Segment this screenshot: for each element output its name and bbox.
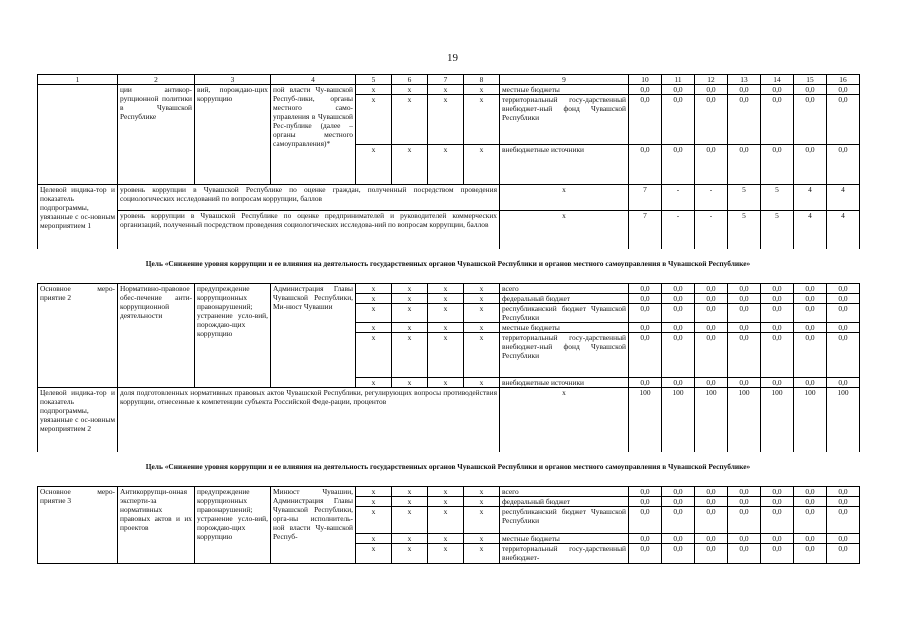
x-cell: x xyxy=(356,486,392,496)
indicator-value-cell: 100 xyxy=(794,388,827,452)
x-cell: x xyxy=(392,294,428,304)
event-number-cell: Основное меро-приятие 2 xyxy=(38,284,118,388)
value-cell: 0,0 xyxy=(662,506,695,533)
x-cell: x xyxy=(428,486,464,496)
indicator-value-cell: 100 xyxy=(761,388,794,452)
x-cell: x xyxy=(392,506,428,533)
header-cell: 14 xyxy=(761,75,794,85)
x-cell: x xyxy=(356,85,392,95)
header-cell: 8 xyxy=(464,75,500,85)
x-cell: x xyxy=(464,506,500,533)
value-cell: 0,0 xyxy=(728,323,761,333)
value-cell: 0,0 xyxy=(695,533,728,543)
value-cell: 0,0 xyxy=(662,378,695,388)
goal-cell: предупреждение коррупционных правонарушений; устранение усло-вий, порождаю-щих коррупцию xyxy=(195,486,271,563)
x-cell: x xyxy=(428,95,464,145)
value-cell: 0,0 xyxy=(728,304,761,323)
x-cell: x xyxy=(464,486,500,496)
value-cell: 0,0 xyxy=(695,284,728,294)
value-cell: 0,0 xyxy=(794,284,827,294)
x-cell: x xyxy=(464,294,500,304)
x-cell: x xyxy=(428,533,464,543)
source-cell: федеральный бюджет xyxy=(500,294,629,304)
x-cell: x xyxy=(428,294,464,304)
source-cell: республиканский бюджет Чувашской Республики xyxy=(500,304,629,323)
value-cell: 0,0 xyxy=(695,496,728,506)
x-cell: x xyxy=(356,496,392,506)
value-cell: 0,0 xyxy=(794,533,827,543)
indicator-text-cell: уровень коррупции в Чувашской Республике по оценке граждан, полученный посредством проведения социологических исследований по вопросам коррупции, баллов xyxy=(118,185,500,211)
indicator-value-cell: 7 xyxy=(629,185,662,211)
x-cell: x xyxy=(392,284,428,294)
x-cell: x xyxy=(428,284,464,294)
value-cell: 0,0 xyxy=(662,95,695,145)
header-cell: 16 xyxy=(827,75,860,85)
goal-cell: предупреждение коррупционных правонарушений; устранение усло-вий, порождаю-щих коррупцию xyxy=(195,284,271,388)
value-cell: 0,0 xyxy=(761,486,794,496)
indicator-value-cell: 100 xyxy=(728,388,761,452)
x-cell: x xyxy=(392,496,428,506)
indicator-value-cell: 4 xyxy=(827,185,860,211)
header-cell: 12 xyxy=(695,75,728,85)
x-cell: x xyxy=(464,323,500,333)
indicator-value-cell: 100 xyxy=(629,388,662,452)
value-cell: 0,0 xyxy=(695,506,728,533)
indicator-mark-cell: x xyxy=(500,388,629,452)
value-cell: 0,0 xyxy=(629,543,662,563)
value-cell: 0,0 xyxy=(728,378,761,388)
indicator-row xyxy=(38,185,860,211)
event-name-cell: Нормативно-правовое обес-печение анти-коррупционной деятельности xyxy=(118,284,195,388)
value-cell: 0,0 xyxy=(662,486,695,496)
x-cell: x xyxy=(356,533,392,543)
x-cell: x xyxy=(428,333,464,378)
indicator-value-cell: 100 xyxy=(662,388,695,452)
header-cell: 13 xyxy=(728,75,761,85)
x-cell: x xyxy=(356,304,392,323)
value-cell: 0,0 xyxy=(728,85,761,95)
value-cell: 0,0 xyxy=(794,294,827,304)
value-cell: 0,0 xyxy=(827,304,860,323)
goal-heading: Цель «Снижение уровня коррупции и ее влияния на деятельность государственных органов Чувашской Республики и органов местного самоуправления в Чувашской Республике» xyxy=(145,259,751,269)
value-cell: 0,0 xyxy=(761,85,794,95)
header-cell: 1 xyxy=(38,75,118,85)
x-cell: x xyxy=(464,333,500,378)
indicator-mark-cell: x xyxy=(500,185,629,211)
x-cell: x xyxy=(356,543,392,563)
spacer xyxy=(37,478,859,486)
table-part-2 xyxy=(37,283,860,452)
value-cell: 0,0 xyxy=(695,486,728,496)
table-row xyxy=(38,85,860,95)
indicator-text-cell: уровень коррупции в Чувашской Республике по оценке предпринимателей и руководителей коммерческих организаций, полученный посредством проведения социологических исследова-ний по вопросам коррупции, баллов xyxy=(118,211,500,249)
value-cell: 0,0 xyxy=(827,496,860,506)
value-cell: 0,0 xyxy=(794,486,827,496)
x-cell: x xyxy=(464,284,500,294)
empty-cell xyxy=(38,85,118,185)
value-cell: 0,0 xyxy=(827,506,860,533)
x-cell: x xyxy=(428,85,464,95)
x-cell: x xyxy=(356,506,392,533)
source-cell: территориальный госу-дарственный внебюджет-ный фонд Чувашской Республики xyxy=(500,95,629,145)
value-cell: 0,0 xyxy=(827,486,860,496)
value-cell: 0,0 xyxy=(629,506,662,533)
source-cell: всего xyxy=(500,486,629,496)
value-cell: 0,0 xyxy=(695,294,728,304)
value-cell: 0,0 xyxy=(827,533,860,543)
x-cell: x xyxy=(464,378,500,388)
value-cell: 0,0 xyxy=(728,294,761,304)
x-cell: x xyxy=(392,333,428,378)
x-cell: x xyxy=(392,85,428,95)
value-cell: 0,0 xyxy=(629,496,662,506)
indicator-value-cell: 100 xyxy=(695,388,728,452)
responsible-cell: Администрация Главы Чувашской Республики, Ми-нюст Чувашии xyxy=(271,284,356,388)
value-cell: 0,0 xyxy=(761,294,794,304)
indicator-value-cell: 4 xyxy=(827,211,860,249)
x-cell: x xyxy=(428,506,464,533)
value-cell: 0,0 xyxy=(695,304,728,323)
header-cell: 5 xyxy=(356,75,392,85)
indicator-value-cell: - xyxy=(695,185,728,211)
header-cell: 10 xyxy=(629,75,662,85)
goal-cell: вий, порождаю-щих коррупцию xyxy=(195,85,271,185)
x-cell: x xyxy=(356,333,392,378)
value-cell: 0,0 xyxy=(761,506,794,533)
value-cell: 0,0 xyxy=(629,294,662,304)
value-cell: 0,0 xyxy=(761,323,794,333)
x-cell: x xyxy=(464,95,500,145)
value-cell: 0,0 xyxy=(827,85,860,95)
source-cell: федеральный бюджет xyxy=(500,496,629,506)
value-cell: 0,0 xyxy=(662,533,695,543)
header-cell: 7 xyxy=(428,75,464,85)
value-cell: 0,0 xyxy=(761,543,794,563)
indicator-value-cell: 5 xyxy=(728,211,761,249)
value-cell: 0,0 xyxy=(662,85,695,95)
value-cell: 0,0 xyxy=(629,85,662,95)
value-cell: 0,0 xyxy=(629,333,662,378)
indicator-value-cell: 5 xyxy=(761,211,794,249)
indicator-label-cell: Целевой индика-тор и показатель подпрограммы, увязанные с ос-новным мероприятием 2 xyxy=(38,388,118,452)
goal-heading: Цель «Снижение уровня коррупции и ее влияния на деятельность государственных органов Чувашской Республики и органов местного самоуправления в Чувашской Республике» xyxy=(145,461,751,471)
indicator-row xyxy=(38,388,860,452)
value-cell: 0,0 xyxy=(794,145,827,185)
page-number: 19 xyxy=(447,52,458,64)
source-cell: внебюджетные источники xyxy=(500,145,629,185)
value-cell: 0,0 xyxy=(794,304,827,323)
x-cell: x xyxy=(464,85,500,95)
value-cell: 0,0 xyxy=(662,294,695,304)
indicator-mark-cell: x xyxy=(500,211,629,249)
header-cell: 6 xyxy=(392,75,428,85)
x-cell: x xyxy=(464,145,500,185)
x-cell: x xyxy=(392,323,428,333)
indicator-value-cell: 7 xyxy=(629,211,662,249)
header-cell: 11 xyxy=(662,75,695,85)
indicator-row xyxy=(38,211,860,249)
source-cell: местные бюджеты xyxy=(500,85,629,95)
value-cell: 0,0 xyxy=(629,486,662,496)
x-cell: x xyxy=(428,496,464,506)
source-cell: всего xyxy=(500,284,629,294)
x-cell: x xyxy=(428,323,464,333)
responsible-cell: пой власти Чу-вашской Респуб-лики, органы местного само-управления в Чувашской Рес-публике (далее – органы местного самоуправления)* xyxy=(271,85,356,185)
source-cell: территориальный госу-дарственный внебюджет-ный фонд Чувашской Республики xyxy=(500,333,629,378)
table-row xyxy=(38,486,860,496)
value-cell: 0,0 xyxy=(794,496,827,506)
x-cell: x xyxy=(392,486,428,496)
header-cell: 15 xyxy=(794,75,827,85)
indicator-value-cell: - xyxy=(695,211,728,249)
value-cell: 0,0 xyxy=(662,145,695,185)
value-cell: 0,0 xyxy=(827,284,860,294)
x-cell: x xyxy=(356,294,392,304)
value-cell: 0,0 xyxy=(761,145,794,185)
header-cell: 9 xyxy=(500,75,629,85)
source-cell: внебюджетные источники xyxy=(500,378,629,388)
header-cell: 2 xyxy=(118,75,195,85)
x-cell: x xyxy=(428,378,464,388)
value-cell: 0,0 xyxy=(794,95,827,145)
source-cell: территориальный госу-дарственный внебюджет- xyxy=(500,543,629,563)
value-cell: 0,0 xyxy=(629,533,662,543)
value-cell: 0,0 xyxy=(695,333,728,378)
table-part-1 xyxy=(37,74,860,249)
spacer xyxy=(37,275,859,283)
value-cell: 0,0 xyxy=(827,543,860,563)
value-cell: 0,0 xyxy=(695,85,728,95)
table-part-3 xyxy=(37,486,860,564)
source-cell: местные бюджеты xyxy=(500,323,629,333)
indicator-value-cell: - xyxy=(662,211,695,249)
x-cell: x xyxy=(464,496,500,506)
value-cell: 0,0 xyxy=(794,543,827,563)
value-cell: 0,0 xyxy=(695,145,728,185)
value-cell: 0,0 xyxy=(761,496,794,506)
table-row xyxy=(38,284,860,294)
value-cell: 0,0 xyxy=(728,333,761,378)
value-cell: 0,0 xyxy=(728,543,761,563)
source-cell: местные бюджеты xyxy=(500,533,629,543)
value-cell: 0,0 xyxy=(728,533,761,543)
value-cell: 0,0 xyxy=(629,284,662,294)
x-cell: x xyxy=(392,145,428,185)
x-cell: x xyxy=(392,378,428,388)
value-cell: 0,0 xyxy=(695,323,728,333)
value-cell: 0,0 xyxy=(827,294,860,304)
value-cell: 0,0 xyxy=(761,333,794,378)
x-cell: x xyxy=(464,533,500,543)
value-cell: 0,0 xyxy=(695,95,728,145)
value-cell: 0,0 xyxy=(662,284,695,294)
x-cell: x xyxy=(392,543,428,563)
value-cell: 0,0 xyxy=(662,496,695,506)
value-cell: 0,0 xyxy=(629,378,662,388)
event-number-cell: Основное меро-приятие 3 xyxy=(38,486,118,563)
value-cell: 0,0 xyxy=(827,323,860,333)
value-cell: 0,0 xyxy=(827,378,860,388)
value-cell: 0,0 xyxy=(662,543,695,563)
source-cell: республиканский бюджет Чувашской Республики xyxy=(500,506,629,533)
value-cell: 0,0 xyxy=(662,333,695,378)
value-cell: 0,0 xyxy=(695,378,728,388)
x-cell: x xyxy=(392,533,428,543)
value-cell: 0,0 xyxy=(761,304,794,323)
x-cell: x xyxy=(464,543,500,563)
value-cell: 0,0 xyxy=(662,323,695,333)
value-cell: 0,0 xyxy=(761,533,794,543)
value-cell: 0,0 xyxy=(629,145,662,185)
value-cell: 0,0 xyxy=(629,323,662,333)
header-row xyxy=(38,75,860,85)
x-cell: x xyxy=(356,284,392,294)
value-cell: 0,0 xyxy=(728,284,761,294)
value-cell: 0,0 xyxy=(695,543,728,563)
x-cell: x xyxy=(392,304,428,323)
value-cell: 0,0 xyxy=(794,506,827,533)
value-cell: 0,0 xyxy=(794,378,827,388)
indicator-value-cell: 4 xyxy=(794,211,827,249)
value-cell: 0,0 xyxy=(629,304,662,323)
value-cell: 0,0 xyxy=(827,145,860,185)
indicator-value-cell: 4 xyxy=(794,185,827,211)
value-cell: 0,0 xyxy=(827,95,860,145)
x-cell: x xyxy=(356,378,392,388)
indicator-value-cell: 100 xyxy=(827,388,860,452)
value-cell: 0,0 xyxy=(629,95,662,145)
value-cell: 0,0 xyxy=(761,95,794,145)
x-cell: x xyxy=(464,304,500,323)
value-cell: 0,0 xyxy=(761,284,794,294)
value-cell: 0,0 xyxy=(794,323,827,333)
indicator-label-cell: Целевой индика-тор и показатель подпрограммы, увязанные с ос-новным мероприятием 1 xyxy=(38,185,118,250)
x-cell: x xyxy=(428,543,464,563)
x-cell: x xyxy=(356,145,392,185)
value-cell: 0,0 xyxy=(761,378,794,388)
header-cell: 3 xyxy=(195,75,271,85)
responsible-cell: Минюст Чувашии, Администрация Главы Чувашской Республики, орга-ны исполнитель-ной власти Чу-вашской Респуб- xyxy=(271,486,356,563)
value-cell: 0,0 xyxy=(794,333,827,378)
x-cell: x xyxy=(428,145,464,185)
value-cell: 0,0 xyxy=(794,85,827,95)
indicator-value-cell: 5 xyxy=(728,185,761,211)
indicator-text-cell: доля подготовленных нормативных правовых актов Чувашской Республики, регулирующих вопросы противодействия коррупции, отнесенные к компетенции субъекта Российской Феде-рации, процентов xyxy=(118,388,500,452)
event-name-cell: ции антикор-рупционной политики в Чувашской Республике xyxy=(118,85,195,185)
value-cell: 0,0 xyxy=(662,304,695,323)
x-cell: x xyxy=(392,95,428,145)
event-name-cell: Антикоррупци-онная эксперти-за нормативных правовых актов и их проектов xyxy=(118,486,195,563)
indicator-value-cell: 5 xyxy=(761,185,794,211)
x-cell: x xyxy=(428,304,464,323)
indicator-value-cell: - xyxy=(662,185,695,211)
document-sheet xyxy=(37,74,859,564)
value-cell: 0,0 xyxy=(728,145,761,185)
header-cell: 4 xyxy=(271,75,356,85)
value-cell: 0,0 xyxy=(827,333,860,378)
value-cell: 0,0 xyxy=(728,95,761,145)
value-cell: 0,0 xyxy=(728,496,761,506)
x-cell: x xyxy=(356,323,392,333)
value-cell: 0,0 xyxy=(728,486,761,496)
x-cell: x xyxy=(356,95,392,145)
value-cell: 0,0 xyxy=(728,506,761,533)
